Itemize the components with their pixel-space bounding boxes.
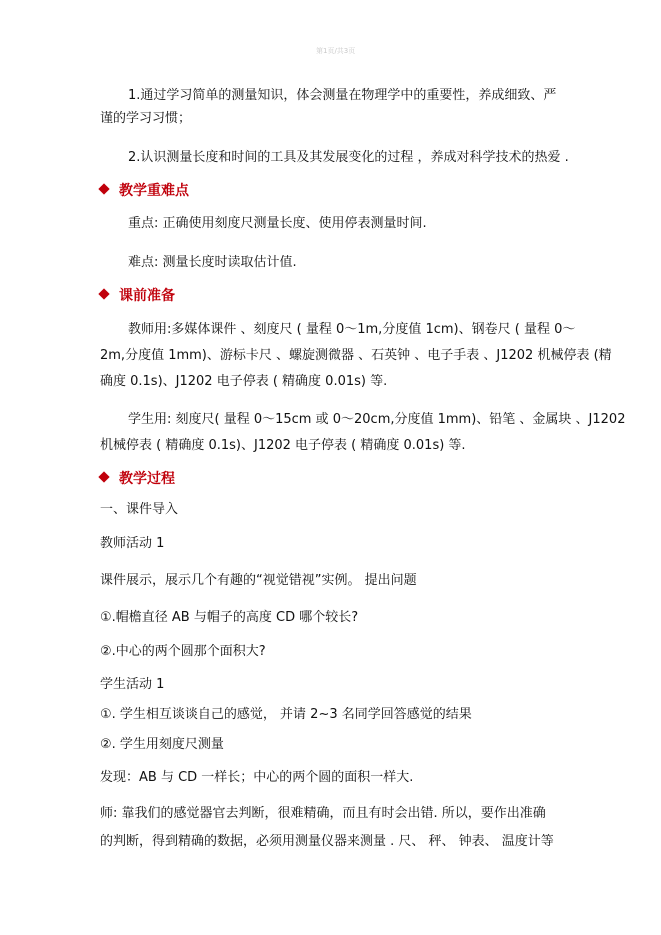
key-point: 重点: 正确使用刻度尺测量长度、使用停表测量时间. xyxy=(128,216,427,231)
heading-key-points-text: 教学重难点 xyxy=(119,183,189,199)
teacher-materials-line-1: 教师用:多媒体课件 、刻度尺 ( 量程 0～1m,分度值 1cm)、钢卷尺 ( 量程 0～ xyxy=(128,322,576,337)
process-line: ②.中心的两个圆那个面积大? xyxy=(100,644,266,659)
heading-preparation xyxy=(100,286,175,306)
process-line: 教师活动 1 xyxy=(100,536,165,551)
process-line: ①.帽檐直径 AB 与帽子的高度 CD 哪个较长? xyxy=(100,610,359,625)
process-line: 学生活动 1 xyxy=(100,677,165,692)
objective-1-line-1: 1.通过学习简单的测量知识，体会测量在物理学中的重要性，养成细致、严 xyxy=(128,88,557,103)
watermark: 第1页/共3页 xyxy=(316,47,356,55)
teacher-materials-line-2: 2m,分度值 1mm)、游标卡尺 、螺旋测微器 、石英钟 、电子手表 、J1202 机械停表 (精 xyxy=(100,348,612,363)
difficulty-point: 难点: 测量长度时读取估计值. xyxy=(128,255,297,270)
process-line: ②. 学生用刻度尺测量 xyxy=(100,737,224,752)
student-materials-line-1: 学生用: 刻度尺( 量程 0～15cm 或 0～20cm,分度值 1mm)、铅笔 、金属块 、J1202 xyxy=(128,412,626,427)
diamond-bullet-icon xyxy=(98,183,109,194)
process-line: 的判断，得到精确的数据，必须用测量仪器来测量 . 尺、 秤、 钟表、 温度计等 xyxy=(100,834,554,849)
student-materials-line-2: 机械停表 ( 精确度 0.1s)、J1202 电子停表 ( 精确度 0.01s) 等. xyxy=(100,438,466,453)
process-line: ①. 学生相互谈谈自己的感觉， 并请 2~3 名同学回答感觉的结果 xyxy=(100,707,472,722)
objective-1-line-2: 谨的学习习惯； xyxy=(100,111,192,126)
process-line: 师: 靠我们的感觉器官去判断，很难精确，而且有时会出错. 所以，要作出准确 xyxy=(100,806,546,821)
heading-preparation-text: 课前准备 xyxy=(119,288,175,304)
objective-2: 2.认识测量长度和时间的工具及其发展变化的过程 ，养成对科学技术的热爱 . xyxy=(128,150,569,165)
teacher-materials-line-3: 确度 0.1s)、J1202 电子停表 ( 精确度 0.01s) 等. xyxy=(100,374,388,389)
diamond-bullet-icon xyxy=(98,471,109,482)
process-line: 课件展示，展示几个有趣的“视觉错视”实例。 提出问题 xyxy=(100,573,417,588)
heading-process-text: 教学过程 xyxy=(119,471,175,487)
heading-process xyxy=(100,469,175,489)
process-line: 发现：AB 与 CD 一样长；中心的两个圆的面积一样大. xyxy=(100,770,414,785)
process-line: 一、课件导入 xyxy=(100,502,179,517)
heading-key-points xyxy=(100,181,189,201)
diamond-bullet-icon xyxy=(98,288,109,299)
